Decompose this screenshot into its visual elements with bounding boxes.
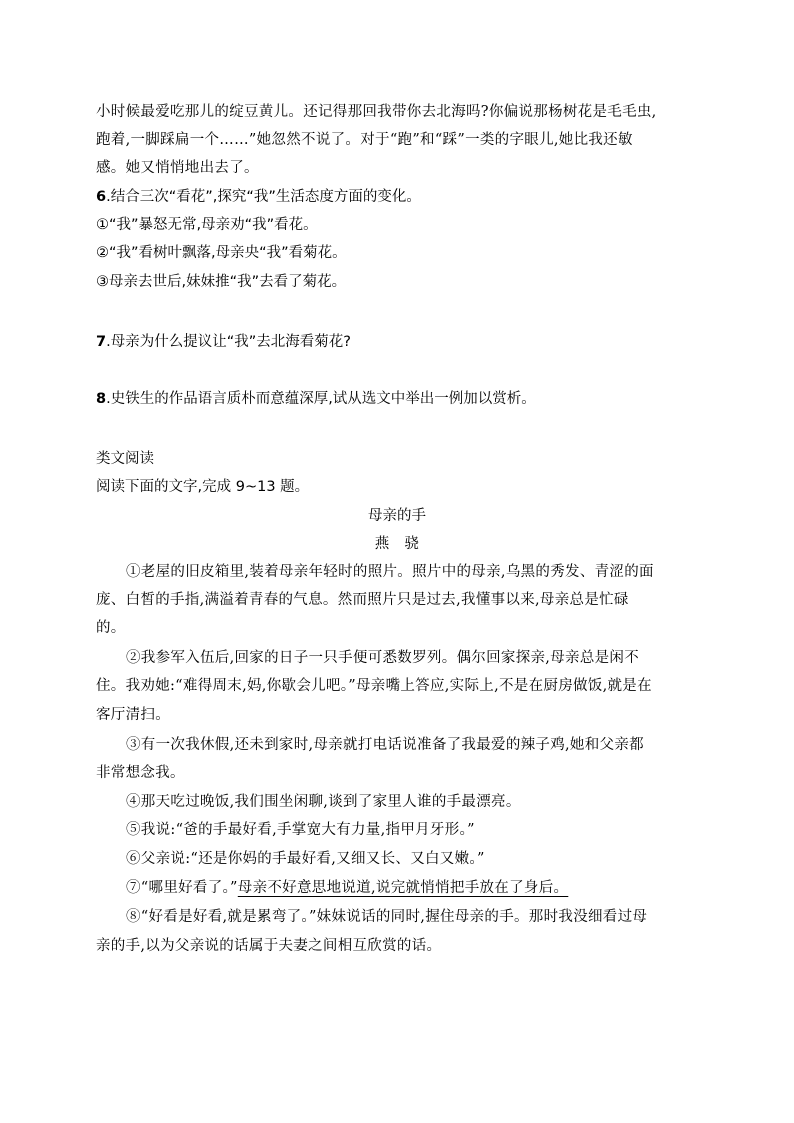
- question-6: [96, 187, 716, 207]
- passage-line-1: 小时候最爱吃那儿的绽豆黄儿。还记得那回我带你去北海吗?你偏说那杨树花是毛毛虫,: [96, 104, 657, 120]
- paragraph-7-quote: ⑦“哪里好看了。”: [126, 880, 238, 896]
- section-instruction: 阅读下面的文字,完成 9~13 题。: [96, 479, 310, 495]
- question-7-number: 7: [96, 334, 107, 350]
- paragraph-1-line-3: 的。: [96, 620, 126, 636]
- question-7-text: .母亲为什么提议让“我”去北海看菊花?: [106, 334, 351, 350]
- passage-line-3: 感。她又悄悄地出去了。: [96, 160, 259, 176]
- question-8-number: 8: [96, 391, 107, 407]
- article-author: 燕 骁: [374, 536, 420, 552]
- paragraph-5: ⑤我说:“爸的手最好看,手掌宽大有力量,指甲月牙形。”: [126, 822, 475, 838]
- question-8-text: .史铁生的作品语言质朴而意蕴深厚,试从选文中举出一例加以赏析。: [106, 391, 536, 407]
- section-heading: 类文阅读: [96, 451, 154, 467]
- paragraph-3-line-2: 非常想念我。: [96, 765, 185, 781]
- paragraph-7: [126, 878, 720, 898]
- question-6-item-1: ①“我”暴怒无常,母亲劝“我”看花。: [96, 217, 318, 233]
- question-6-number: 6: [96, 189, 107, 205]
- article-title: 母亲的手: [368, 508, 426, 524]
- question-8: [96, 389, 716, 409]
- paragraph-2-line-1: ②我参军入伍后,回家的日子一只手便可悉数罗列。偶尔回家探亲,母亲总是闲不: [126, 650, 640, 666]
- paragraph-1-line-1: ①老屋的旧皮箱里,装着母亲年轻时的照片。照片中的母亲,乌黑的秀发、青涩的面: [126, 564, 654, 580]
- paragraph-8-line-1: ⑧“好看是好看,就是累弯了。”妹妹说话的同时,握住母亲的手。那时我没细看过母: [126, 909, 648, 925]
- paragraph-6: ⑥父亲说:“还是你妈的手最好看,又细又长、又白又嫩。”: [126, 851, 485, 867]
- passage-line-2: 跑着,一脚踩扁一个……”她忽然不说了。对于“跑”和“踩”一类的字眼儿,她比我还敏: [96, 132, 633, 148]
- paragraph-3-line-1: ③有一次我休假,还未到家时,母亲就打电话说准备了我最爱的辣子鸡,她和父亲都: [126, 737, 644, 753]
- paragraph-2-line-2: 住。我劝她:“难得周末,妈,你歇会儿吧。”母亲嘴上答应,实际上,不是在厨房做饭,就是在: [96, 678, 652, 694]
- paragraph-1-line-2: 庞、白皙的手指,满溢着青春的气息。然而照片只是过去,我懂事以来,母亲总是忙碌: [96, 592, 629, 608]
- question-7: [96, 332, 716, 352]
- paragraph-2-line-3: 客厅清扫。: [96, 707, 170, 723]
- paragraph-7-underlined-sentence: 母亲不好意思地说道,说完就悄悄把手放在了身后。: [237, 880, 569, 896]
- paragraph-4: ④那天吃过晚饭,我们围坐闲聊,谈到了家里人谁的手最漂亮。: [126, 794, 521, 810]
- question-6-item-3: ③母亲去世后,妹妹推“我”去看了菊花。: [96, 274, 347, 290]
- paragraph-8-line-2: 亲的手,以为父亲说的话属于夫妻之间相互欣赏的话。: [96, 938, 442, 954]
- question-6-text: .结合三次“看花”,探究“我”生活态度方面的变化。: [106, 189, 421, 205]
- question-6-item-2: ②“我”看树叶飘落,母亲央“我”看菊花。: [96, 245, 347, 261]
